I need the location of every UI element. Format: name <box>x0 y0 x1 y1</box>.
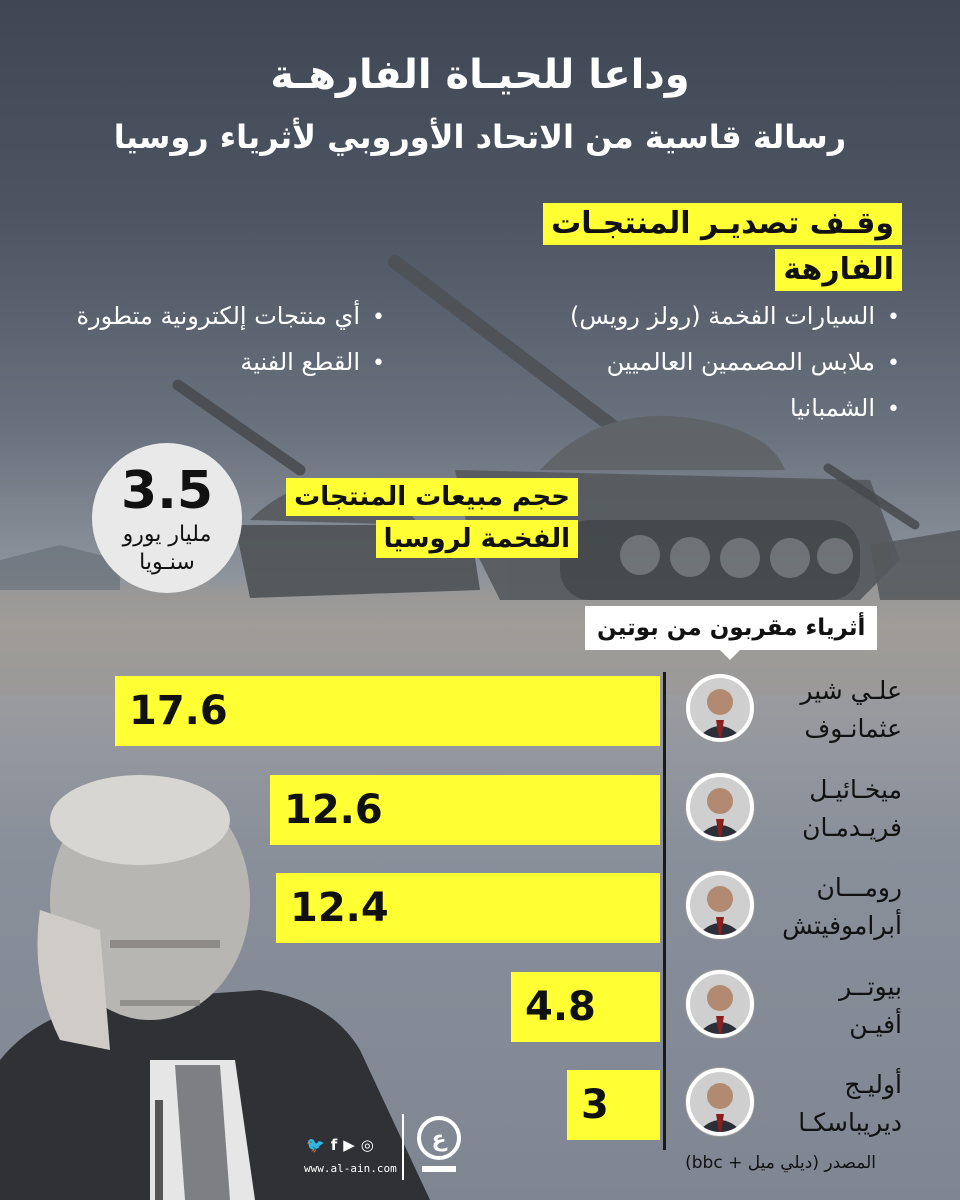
bar-value-label: 12.6 <box>284 787 383 833</box>
person-avatar <box>686 674 754 742</box>
list-item: • أي منتجات إلكترونية متطورة <box>76 293 385 339</box>
category-label-line: ديريباسكـا <box>798 1108 902 1137</box>
category-label-line: عثمانـوف <box>804 714 902 743</box>
category-label <box>798 1066 902 1142</box>
category-label <box>839 968 902 1044</box>
sales-value: 3.5 <box>120 461 214 521</box>
bar-value-label: 17.6 <box>129 688 228 734</box>
site-url[interactable]: www.al-ain.com <box>304 1162 397 1175</box>
bar-value-label: 12.4 <box>290 885 389 931</box>
bar-value-label: 3 <box>581 1082 609 1128</box>
twitter-icon[interactable]: 🐦 <box>306 1136 325 1154</box>
sales-label-line1: حجم مبيعات المنتجات <box>286 478 578 516</box>
category-label-line: ميخـائيـل <box>809 775 902 804</box>
bar-value-label: 4.8 <box>525 984 596 1030</box>
person-avatar <box>686 773 754 841</box>
social-icons <box>306 1136 374 1154</box>
category-label-line: فريـدمـان <box>802 813 902 842</box>
bar-3 <box>276 873 660 943</box>
category-label <box>802 771 902 847</box>
footer-divider <box>402 1114 404 1180</box>
category-label-line: رومـــان <box>816 873 902 902</box>
source-note: المصدر (ديلي ميل + bbc) <box>685 1153 876 1173</box>
facebook-icon[interactable]: f <box>330 1136 338 1154</box>
export-ban-heading-line2: الفارهة <box>775 249 902 291</box>
category-label <box>782 869 902 945</box>
youtube-icon[interactable]: ▶ <box>343 1136 355 1154</box>
list-item: • السيارات الفخمة (رولز رويس) <box>570 293 900 339</box>
category-label-line: علـي شير <box>800 676 902 705</box>
category-label-line: بيوتــر <box>839 972 902 1001</box>
category-label-line: أوليـج <box>844 1070 902 1099</box>
category-label-line: أبراموفيتش <box>782 911 902 940</box>
bar-4 <box>511 972 660 1042</box>
list-item: • القطع الفنية <box>76 339 385 385</box>
category-label-line: أفيـن <box>849 1010 902 1039</box>
al-ain-logo <box>410 1114 468 1180</box>
svg-text:ع: ع <box>431 1127 447 1152</box>
page-title: وداعا للحيـاة الفارهـة <box>270 52 690 98</box>
page-subtitle: رسالة قاسية من الاتحاد الأوروبي لأثرياء روسيا <box>113 118 847 156</box>
sales-label-line2: الفخمة لروسيا <box>376 520 578 558</box>
list-item: • الشمبانيا <box>570 385 900 431</box>
person-avatar <box>686 1068 754 1136</box>
list-item: • ملابس المصممين العالميين <box>570 339 900 385</box>
bar-2 <box>270 775 660 845</box>
chart-title: أثرياء مقربون من بوتين <box>585 606 877 650</box>
export-ban-heading-line1: وقـف تصديـر المنتجـات <box>543 203 902 245</box>
person-avatar <box>686 871 754 939</box>
instagram-icon[interactable]: ◎ <box>360 1136 374 1154</box>
bar-5 <box>567 1070 660 1140</box>
bar-1 <box>115 676 660 746</box>
person-avatar <box>686 970 754 1038</box>
sales-unit-line2: سنـويا <box>139 550 195 575</box>
category-label <box>800 672 902 748</box>
sales-unit-line1: مليار يورو <box>122 522 212 547</box>
